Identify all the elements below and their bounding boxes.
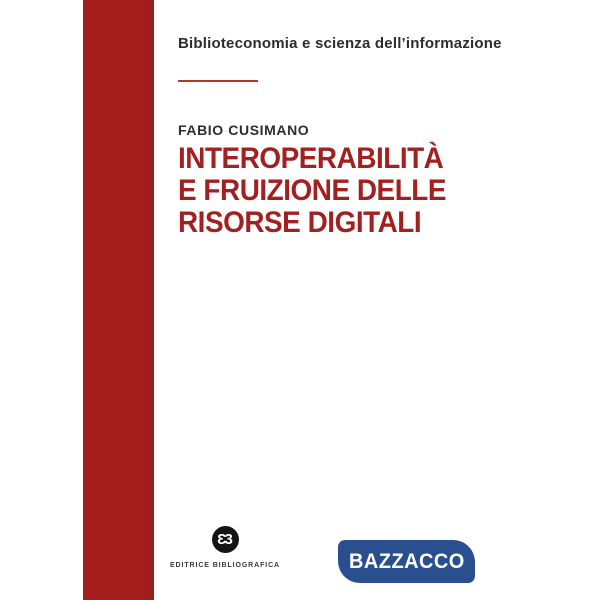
bazzacco-badge	[338, 540, 475, 583]
book-title-line-2: E FRUIZIONE DELLE	[178, 174, 447, 207]
author-name: FABIO CUSIMANO	[178, 122, 310, 138]
book-title-line-1: INTEROPERABILITÀ	[178, 142, 444, 175]
bazzacco-badge-label: BAZZACCO	[348, 549, 465, 573]
publisher-logo	[165, 526, 285, 569]
series-divider-rule	[178, 80, 258, 82]
publisher-monogram-icon	[212, 526, 239, 553]
red-spine-bar	[83, 0, 154, 600]
book-title	[178, 143, 446, 239]
book-title-line-3: RISORSE DIGITALI	[178, 206, 422, 239]
publisher-monogram-glyph: Ɛ3	[217, 531, 231, 548]
publisher-name: EDITRICE BIBLIOGRAFICA	[169, 562, 281, 569]
series-title: Biblioteconomia e scienza dell’informazione	[178, 35, 502, 52]
